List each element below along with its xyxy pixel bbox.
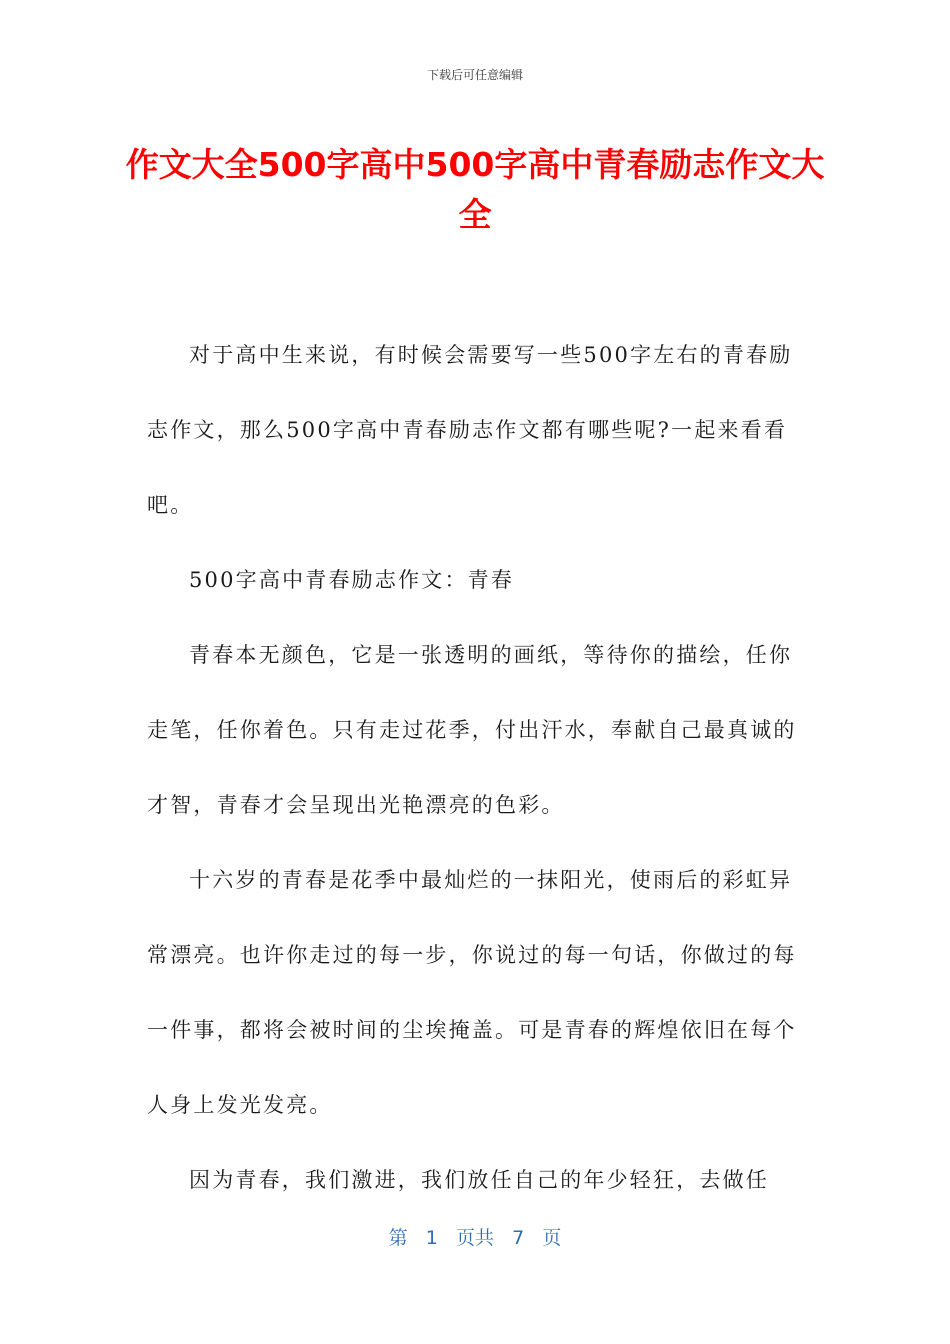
footer-middle: 页共	[455, 1227, 494, 1249]
paragraph-subtitle: 500字高中青春励志作文：青春	[189, 568, 515, 592]
document-body	[147, 318, 802, 1218]
footer-suffix: 页	[542, 1227, 562, 1249]
page-footer	[0, 1224, 950, 1252]
paragraph-intro: 对于高中生来说，有时候会需要写一些500字左右的青春励志作文，那么500字高中青春励志作文都有哪些呢?一起来看看吧。	[147, 343, 793, 517]
paragraph-3: 因为青春，我们激进，我们放任自己的年少轻狂，去做任	[189, 1168, 769, 1192]
footer-total-pages: 7	[512, 1227, 525, 1249]
footer-current-page: 1	[425, 1227, 438, 1249]
document-title: 作文大全500字高中500字高中青春励志作文大全	[125, 145, 825, 234]
footer-prefix: 第	[388, 1227, 408, 1249]
header-note: 下载后可任意编辑	[426, 68, 523, 82]
paragraph-1: 青春本无颜色，它是一张透明的画纸，等待你的描绘，任你走笔，任你着色。只有走过花季，付出汗水，奉献自己最真诚的才智，青春才会呈现出光艳漂亮的色彩。	[147, 643, 797, 817]
paragraph-2: 十六岁的青春是花季中最灿烂的一抹阳光，使雨后的彩虹异常漂亮。也许你走过的每一步，你说过的每一句话，你做过的每一件事，都将会被时间的尘埃掩盖。可是青春的辉煌依旧在每个人身上发光发亮。	[147, 868, 797, 1117]
